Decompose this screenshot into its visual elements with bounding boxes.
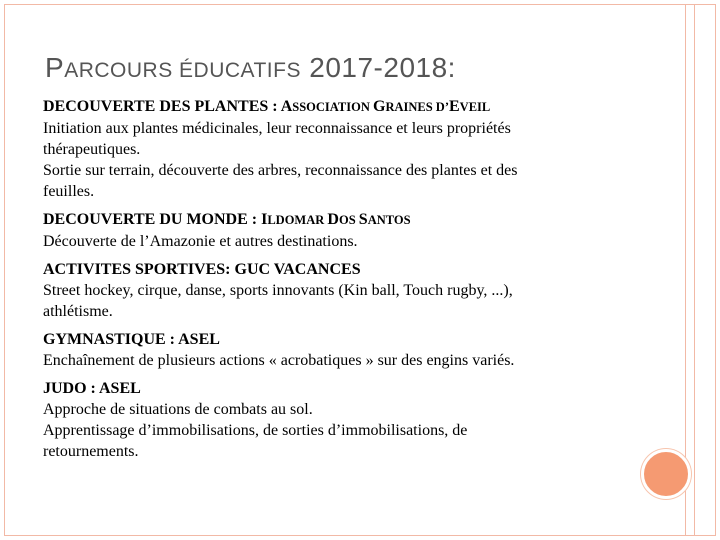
section-line: retournements. <box>43 443 139 460</box>
section-line: Enchaînement de plusieurs actions « acrobatiques » sur des engins variés. <box>43 352 515 369</box>
section-judo <box>43 378 603 462</box>
section-line: Street hockey, cirque, danse, sports innovants (Kin ball, Touch rugby, ...), <box>43 282 513 299</box>
section-gymnastique <box>43 329 603 371</box>
section-line: Initiation aux plantes médicinales, leur reconnaissance et leurs propriétés <box>43 120 511 137</box>
section-heading: DECOUVERTE DES PLANTES : ASSOCIATION GRAINES D’EVEIL <box>43 98 491 115</box>
section-line: thérapeutiques. <box>43 141 141 158</box>
section-line: feuilles. <box>43 183 95 200</box>
section-heading: DECOUVERTE DU MONDE : ILDOMAR DOS SANTOS <box>43 211 411 228</box>
section-plantes <box>43 96 603 202</box>
section-heading: JUDO : ASEL <box>43 380 141 397</box>
content-body <box>43 96 603 469</box>
section-line: Apprentissage d’immobilisations, de sorties d’immobilisations, de <box>43 422 468 439</box>
section-heading: GYMNASTIQUE : ASEL <box>43 331 220 348</box>
section-heading: ACTIVITES SPORTIVES: GUC VACANCES <box>43 261 361 278</box>
section-line: Sortie sur terrain, découverte des arbres, reconnaissance des plantes et des <box>43 162 518 179</box>
section-line: Approche de situations de combats au sol. <box>43 401 313 418</box>
decorative-line <box>685 4 686 536</box>
decorative-circle <box>641 449 691 499</box>
section-monde <box>43 209 603 252</box>
title-text: ARCOURS ÉDUCATIFS <box>64 59 301 82</box>
section-line: athlétisme. <box>43 303 113 320</box>
section-sports <box>43 259 603 322</box>
title-initial: P <box>45 52 65 83</box>
slide-title <box>45 52 456 84</box>
title-year: 2017-2018: <box>309 52 456 83</box>
decorative-line <box>694 4 695 536</box>
section-line: Découverte de l’Amazonie et autres destinations. <box>43 233 358 250</box>
